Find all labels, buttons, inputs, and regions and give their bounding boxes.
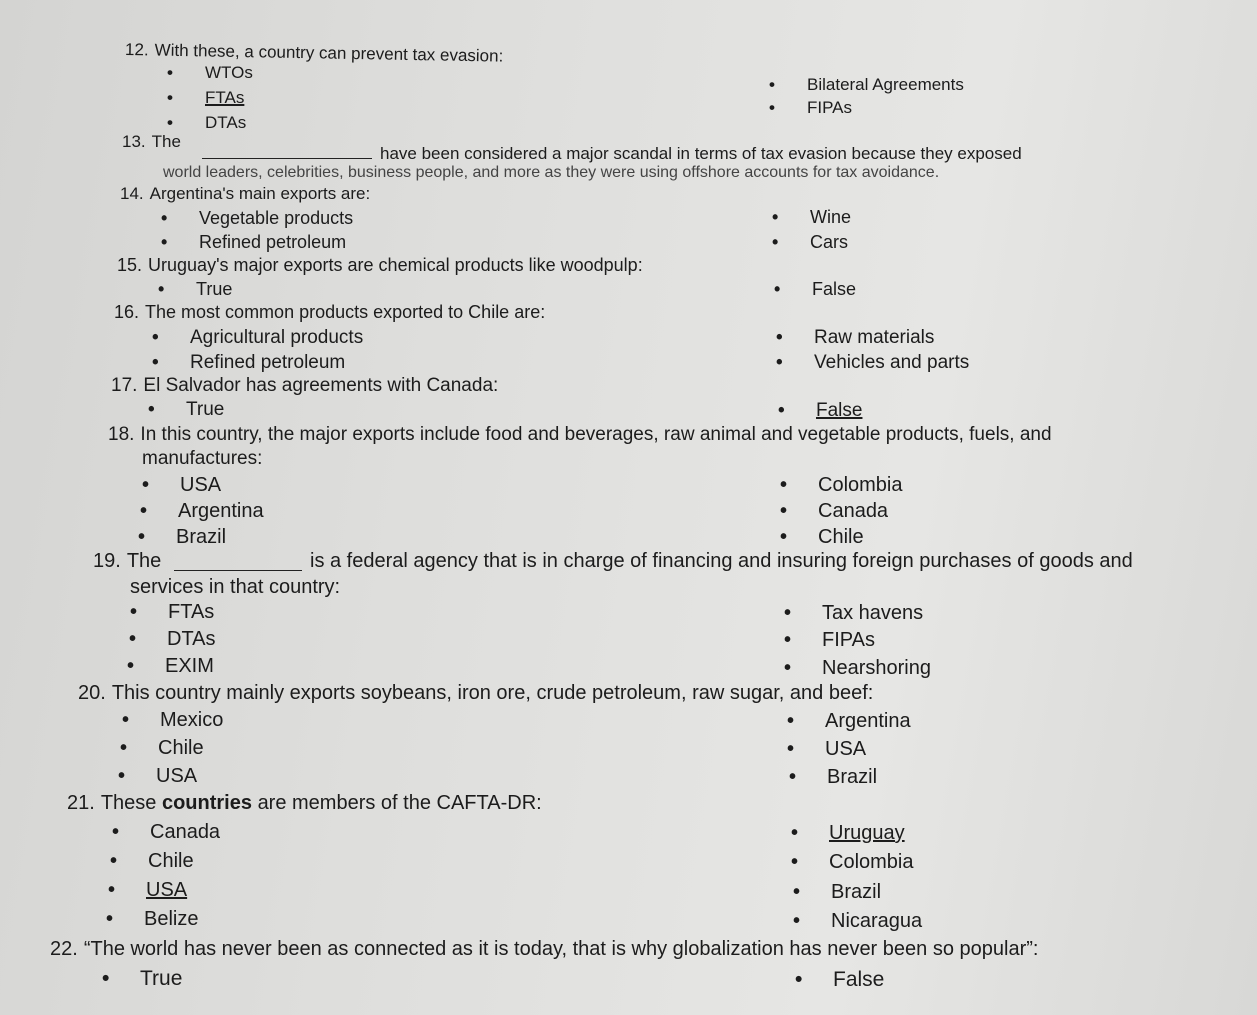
option-ftas[interactable]: • FTAs [167, 88, 245, 107]
option-colombia[interactable]: • Colombia [791, 851, 914, 873]
question-number: 12. [124, 40, 149, 60]
option-wine[interactable]: • Wine [772, 207, 852, 227]
option-mexico[interactable]: • Mexico [122, 709, 224, 731]
option-dtas[interactable]: • DTAs [129, 628, 216, 650]
option-true[interactable]: • True [148, 399, 225, 420]
option-fipas[interactable]: • FIPAs [769, 98, 853, 117]
option-canada[interactable]: • Canada [112, 821, 221, 843]
question-22: 22. “The world has never been as connected as it is today, that is why globalization has never been so popular”: [50, 938, 1039, 960]
answer-blank-13[interactable] [202, 158, 372, 159]
option-chile[interactable]: • Chile [120, 737, 204, 759]
option-refined-petroleum[interactable]: • Refined petroleum [161, 232, 347, 252]
question-number: 21. [67, 792, 95, 814]
question-17: 17. El Salvador has agreements with Canada: [111, 375, 499, 396]
question-number: 16. [114, 302, 140, 322]
option-usa[interactable]: • USA [142, 474, 222, 496]
option-cars[interactable]: • Cars [772, 232, 849, 252]
question-20: 20. This country mainly exports soybeans, iron ore, crude petroleum, raw sugar, and beef: [78, 682, 874, 704]
option-uruguay[interactable]: • Uruguay [791, 822, 905, 844]
option-exim[interactable]: • EXIM [127, 655, 214, 677]
option-fipas[interactable]: • FIPAs [784, 629, 875, 651]
question-14: 14. Argentina's main exports are: [120, 184, 371, 203]
option-dtas[interactable]: • DTAs [167, 113, 247, 132]
question-15: 15. Uruguay's major exports are chemical products like woodpulp: [117, 255, 643, 275]
question-number: 22. [50, 938, 78, 960]
question-number: 15. [117, 255, 143, 275]
question-12 [125, 40, 504, 67]
option-vehicles-and-parts[interactable]: • Vehicles and parts [776, 352, 970, 373]
option-canada[interactable]: • Canada [780, 500, 889, 522]
answer-blank-19[interactable] [174, 570, 302, 571]
option-belize[interactable]: • Belize [106, 908, 199, 930]
question-13-text: have been considered a major scandal in terms of tax evasion because they exposed [380, 144, 1022, 163]
option-bilateral-agreements[interactable]: • Bilateral Agreements [769, 75, 964, 94]
option-tax-havens[interactable]: • Tax havens [784, 602, 924, 624]
question-19-continuation: services in that country: [130, 576, 341, 598]
question-number: 20. [78, 682, 106, 704]
option-argentina[interactable]: • Argentina [787, 710, 911, 732]
option-vegetable-products[interactable]: • Vegetable products [161, 208, 354, 228]
question-19: 19. The [93, 550, 162, 572]
question-number: 17. [111, 375, 138, 396]
question-21: 21. These countries are members of the CAFTA-DR: [67, 792, 542, 814]
option-nicaragua[interactable]: • Nicaragua [793, 910, 923, 932]
option-argentina[interactable]: • Argentina [140, 500, 264, 522]
option-chile[interactable]: • Chile [780, 526, 864, 548]
option-colombia[interactable]: • Colombia [780, 474, 903, 496]
option-usa[interactable]: • USA [108, 879, 188, 901]
option-brazil[interactable]: • Brazil [793, 881, 882, 903]
question-number: 13. [122, 132, 146, 151]
question-13-continuation: world leaders, celebrities, business people, and more as they were using offshore accounts for tax avoidance. [163, 164, 940, 181]
question-text: With these, a country can prevent tax evasion: [154, 40, 504, 66]
question-13: 13. The [122, 132, 181, 151]
option-brazil[interactable]: • Brazil [789, 766, 878, 788]
question-number: 18. [108, 424, 135, 445]
option-wtos[interactable]: • WTOs [167, 63, 253, 82]
option-nearshoring[interactable]: • Nearshoring [784, 657, 931, 679]
option-raw-materials[interactable]: • Raw materials [776, 327, 935, 348]
option-usa[interactable]: • USA [118, 765, 198, 787]
question-number: 14. [120, 184, 144, 203]
option-usa[interactable]: • USA [787, 738, 867, 760]
question-19-text: is a federal agency that is in charge of financing and insuring foreign purchases of goods and [310, 550, 1133, 572]
option-agricultural-products[interactable]: • Agricultural products [152, 327, 364, 348]
option-chile[interactable]: • Chile [110, 850, 194, 872]
option-refined-petroleum[interactable]: • Refined petroleum [152, 352, 346, 373]
question-18-continuation: manufactures: [142, 448, 263, 469]
option-false[interactable]: • False [774, 279, 857, 299]
option-ftas[interactable]: • FTAs [130, 601, 215, 623]
option-true[interactable]: • True [158, 279, 233, 299]
question-number: 19. [93, 550, 121, 572]
option-false[interactable]: • False [795, 968, 885, 991]
option-false[interactable]: • False [778, 400, 863, 421]
option-brazil[interactable]: • Brazil [138, 526, 227, 548]
option-true[interactable]: • True [102, 967, 183, 990]
question-16: 16. The most common products exported to Chile are: [114, 302, 546, 322]
question-18: 18. In this country, the major exports include food and beverages, raw animal and vegetable products, fuels, and [108, 424, 1052, 445]
